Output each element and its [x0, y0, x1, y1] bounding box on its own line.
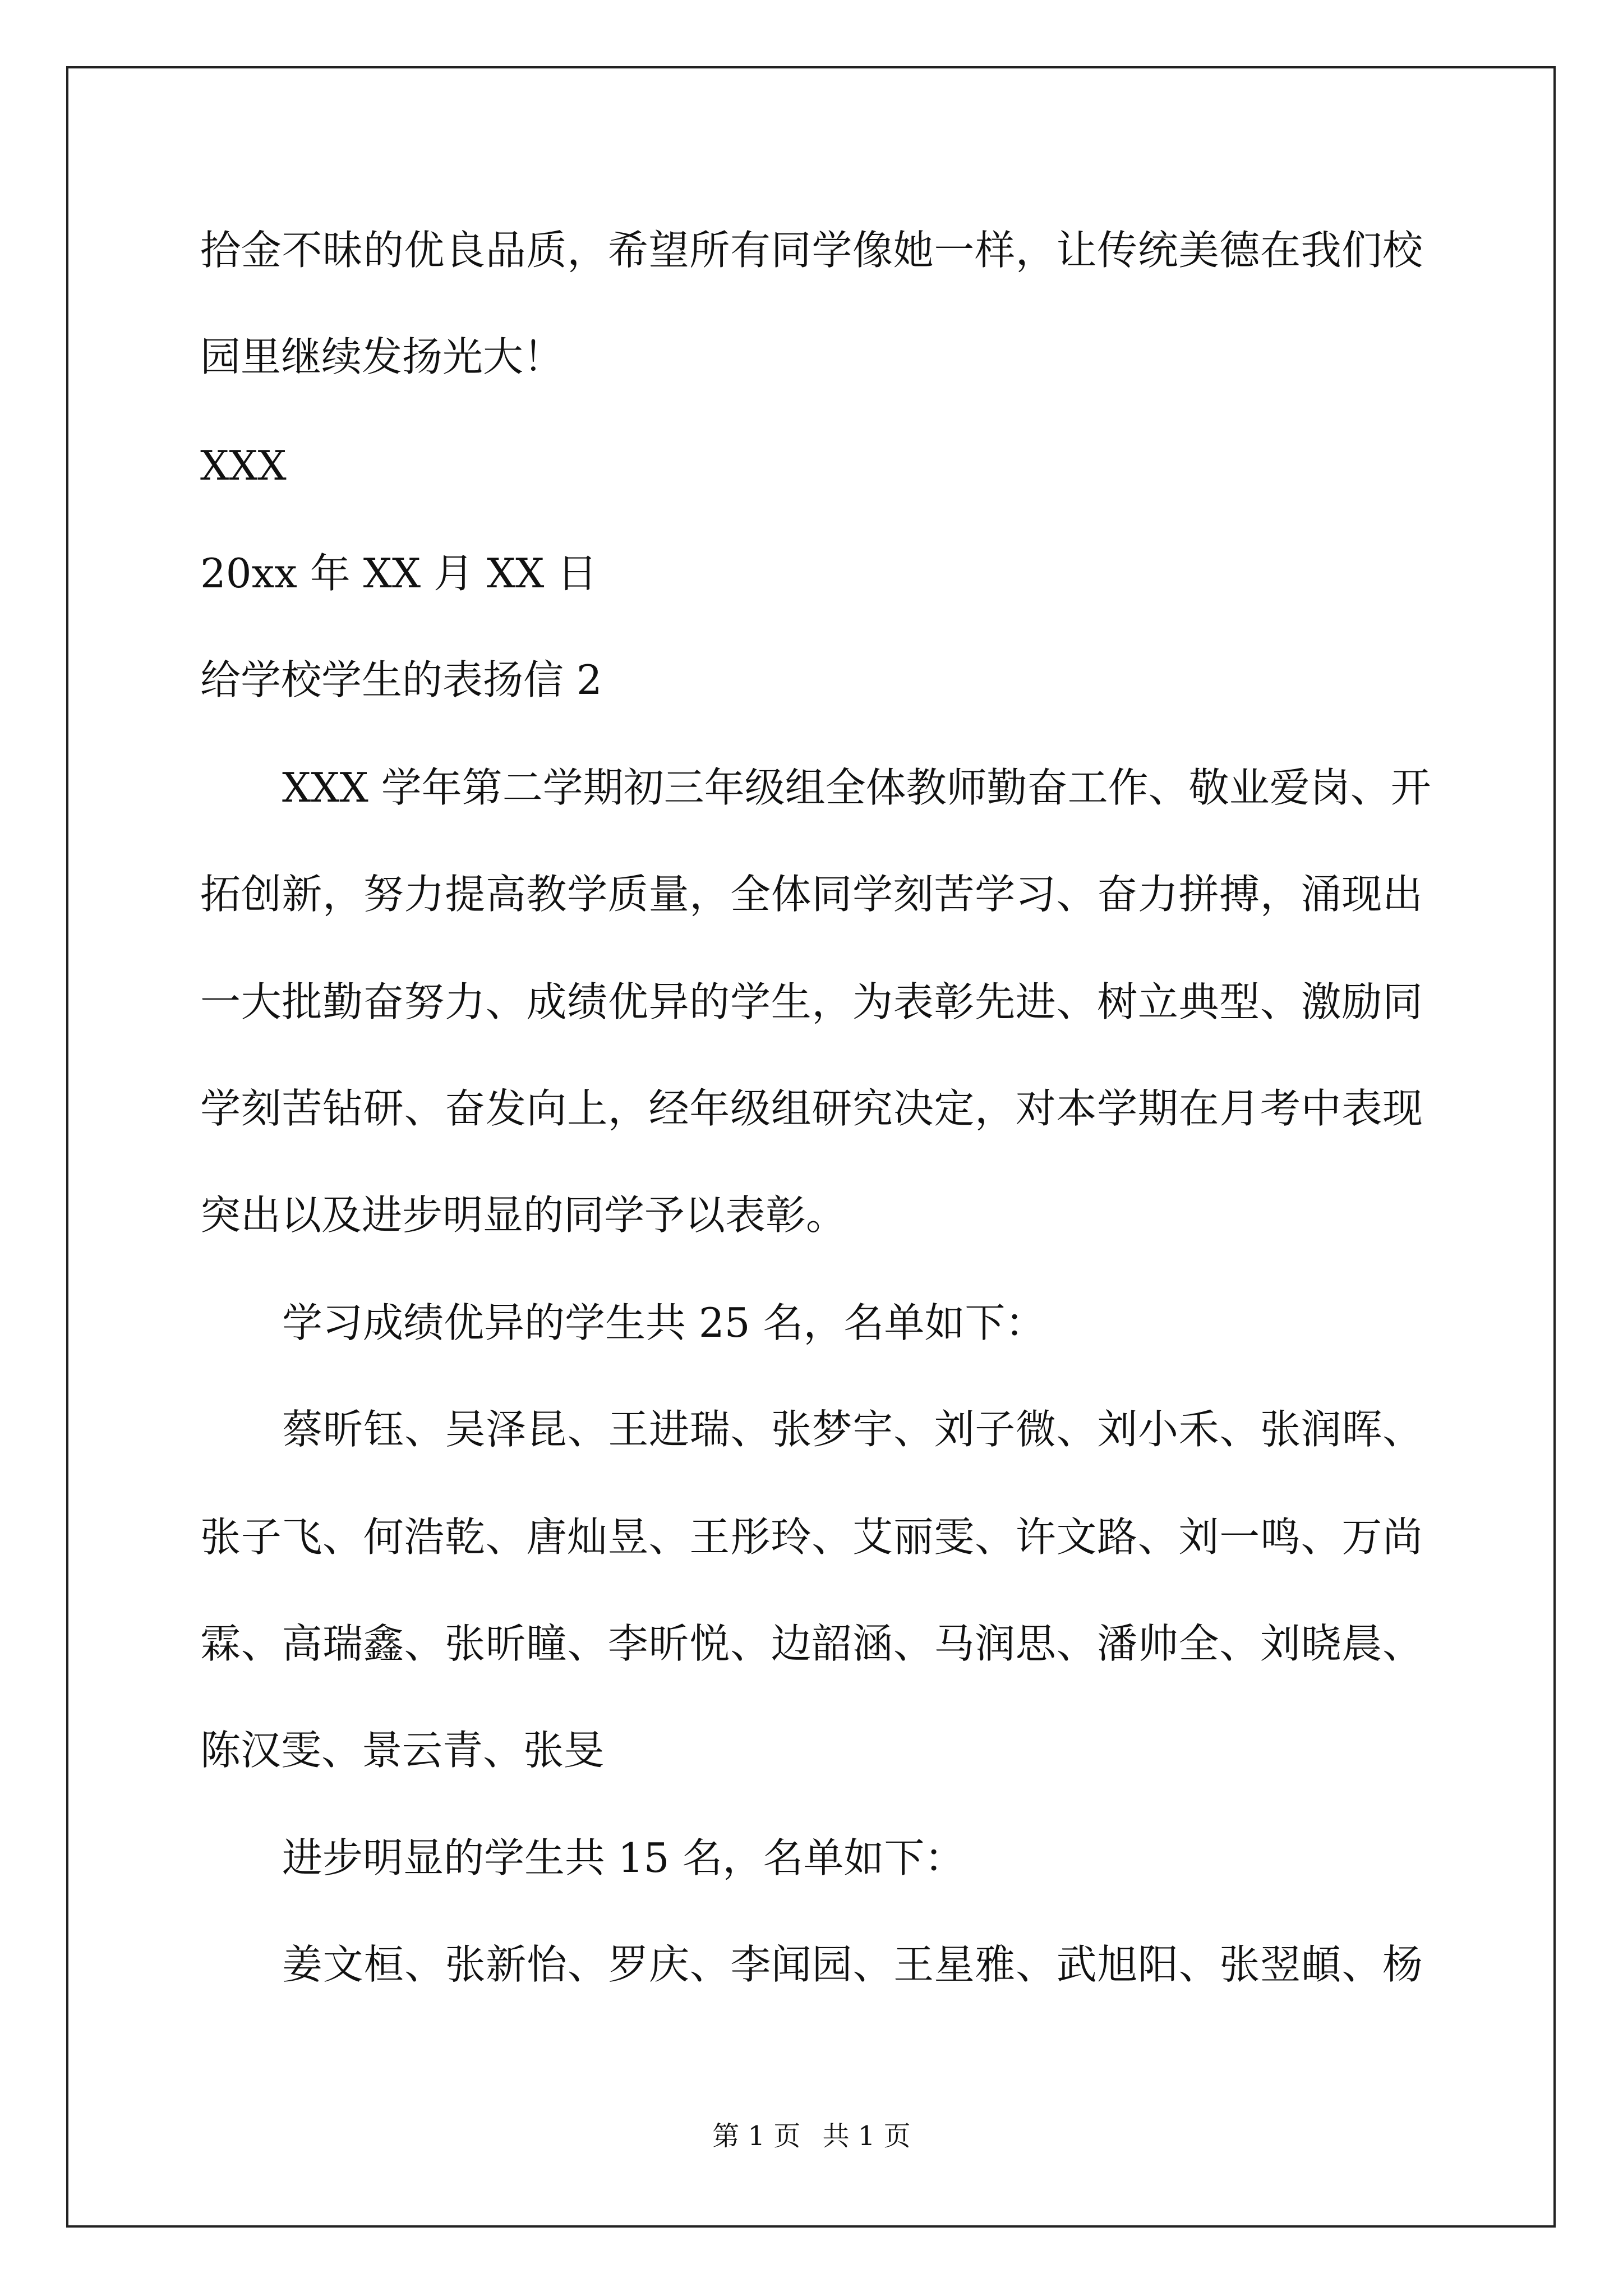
body-text-line: 一大批勤奋努力、成绩优异的学生，为表彰先进、树立典型、激励同: [200, 978, 1423, 1025]
page-footer: [0, 2119, 1623, 2153]
signature-name: XXX: [200, 442, 287, 489]
list-intro: 进步明显的学生共 15 名，名单如下：: [282, 1834, 965, 1881]
body-text-line: 突出以及进步明显的同学予以表彰。: [200, 1191, 847, 1239]
name-list-line: 陈汉雯、景云青、张旻: [200, 1727, 605, 1774]
name-list-line: 霖、高瑞鑫、张昕瞳、李昕悦、边韶涵、马润思、潘帅全、刘晓晨、: [200, 1620, 1423, 1667]
body-text-line: 园里继续发扬光大！: [200, 333, 564, 380]
page-total: 共 1 页: [822, 2120, 911, 2152]
name-list-line: 张子飞、何浩乾、唐灿昱、王彤玲、艾丽雯、许文路、刘一鸣、万尚: [200, 1513, 1423, 1561]
body-text-line: 拾金不昧的优良品质，希望所有同学像她一样，让传统美德在我们校: [200, 227, 1423, 274]
list-intro: 学习成绩优异的学生共 25 名，名单如下：: [282, 1299, 1046, 1346]
body-text-line: XXX 学年第二学期初三年级组全体教师勤奋工作、敬业爱岗、开: [282, 764, 1431, 811]
name-list-line: 姜文桓、张新怡、罗庆、李闻园、王星雅、武旭阳、张翌頔、杨: [282, 1941, 1423, 1988]
page-border: [66, 66, 1556, 2228]
signature-date: 20xx 年 XX 月 XX 日: [200, 550, 598, 597]
page-number: 第 1 页: [712, 2120, 801, 2152]
body-text-line: 拓创新，努力提高教学质量，全体同学刻苦学习、奋力拼搏，涌现出: [200, 871, 1423, 918]
section-heading: 给学校学生的表扬信 2: [200, 656, 602, 703]
body-text-line: 学刻苦钻研、奋发向上，经年级组研究决定，对本学期在月考中表现: [200, 1085, 1423, 1132]
name-list-line: 蔡昕钰、吴泽昆、王进瑞、张梦宇、刘子微、刘小禾、张润晖、: [282, 1406, 1423, 1453]
